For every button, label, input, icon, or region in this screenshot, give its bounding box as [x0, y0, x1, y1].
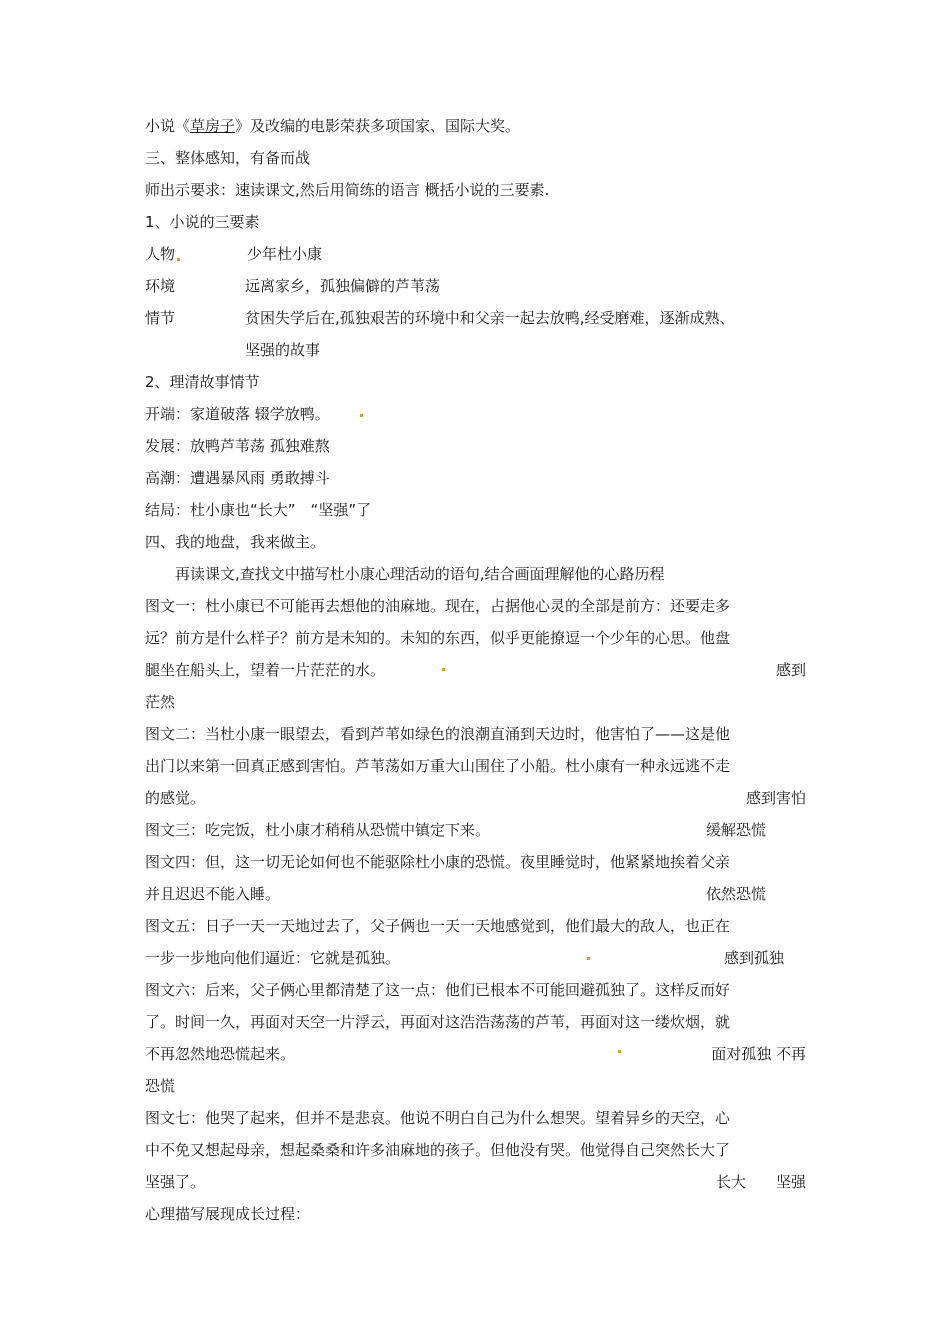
- element-value-setting: 远离家乡，孤独偏僻的芦苇荡: [245, 277, 441, 295]
- text1-feeling-cont: 茫然: [145, 693, 176, 711]
- text5-line1: 图文五：日子一天一天地过去了，父子俩也一天一天地感觉到，他们最大的敌人，也正在: [145, 917, 731, 935]
- text3-line1: 图文三：吃完饭，杜小康才稍稍从恐慌中镇定下来。: [145, 821, 491, 839]
- text7-line3: 坚强了。: [145, 1173, 206, 1191]
- closing-line: 心理描写展现成长过程：: [145, 1205, 311, 1223]
- element-value-character: 少年杜小康: [247, 245, 323, 263]
- text3-feeling: 缓解恐慌: [706, 821, 767, 839]
- mark-dot: [618, 1050, 621, 1053]
- mark-dot: [177, 258, 180, 261]
- section3-heading: 三、整体感知，有备而战: [145, 149, 311, 167]
- text5-line2: 一步一步地向他们逼近：它就是孤独。: [145, 949, 401, 967]
- intro-line: [145, 116, 520, 136]
- section4-heading: 四、我的地盘，我来做主。: [145, 533, 326, 551]
- element-value-plot-cont: 坚强的故事: [245, 341, 321, 359]
- plot-development: 发展：放鸭芦苇荡 孤独难熬: [145, 437, 330, 455]
- section3-sub1: 1、小说的三要素: [145, 213, 260, 231]
- element-label-setting: 环境: [145, 277, 176, 295]
- mark-dot: [587, 957, 590, 960]
- text2-feeling: 感到害怕: [745, 789, 806, 807]
- section4-instruction: 再读课文,查找文中描写杜小康心理活动的语句,结合画面理解他的心路历程: [175, 565, 665, 583]
- text2-line2: 出门以来第一回真正感到害怕。芦苇荡如万重大山围住了小船。杜小康有一种永远逃不走: [145, 757, 731, 775]
- text2-line3: 的感觉。: [145, 789, 206, 807]
- text6-feeling-cont: 恐慌: [145, 1077, 176, 1095]
- text6-line2: 了。时间一久，再面对天空一片浮云，再面对这浩浩荡荡的芦苇，再面对这一缕炊烟，就: [145, 1013, 731, 1031]
- text4-line2: 并且迟迟不能入睡。: [145, 885, 281, 903]
- text1-line1: 图文一：杜小康已不可能再去想他的油麻地。现在，占据他心灵的全部是前方：还要走多: [145, 597, 731, 615]
- section3-requirement: 师出示要求：速读课文,然后用简练的语言 概括小说的三要素.: [145, 181, 550, 199]
- text7-feeling: 长大 坚强: [715, 1173, 806, 1191]
- text1-feeling: 感到: [775, 661, 806, 679]
- plot-climax: 高潮：遭遇暴风雨 勇敢搏斗: [145, 469, 330, 487]
- text7-line2: 中不免又想起母亲，想起桑桑和许多油麻地的孩子。但他没有哭。他觉得自己突然长大了: [145, 1141, 731, 1159]
- element-value-plot: 贫困失学后在,孤独艰苦的环境中和父亲一起去放鸭,经受磨难，逐渐成熟、: [245, 309, 735, 327]
- text7-line1: 图文七：他哭了起来，但并不是悲哀。他说不明白自己为什么想哭。望着异乡的天空，心: [145, 1109, 731, 1127]
- text6-feeling: 面对孤独 不再: [711, 1045, 806, 1063]
- text5-feeling: 感到孤独: [724, 949, 785, 967]
- text6-line1: 图文六：后来，父子俩心里都清楚了这一点：他们已根本不可能回避孤独了。这样反而好: [145, 981, 731, 999]
- intro-suffix: 》及改编的电影荣获多项国家、国际大奖。: [235, 117, 521, 135]
- mark-dot: [360, 414, 363, 417]
- mark-dot: [442, 668, 445, 671]
- text2-line1: 图文二：当杜小康一眼望去，看到芦苇如绿色的浪潮直涌到天边时，他害怕了——这是他: [145, 725, 731, 743]
- intro-prefix: 小说《: [145, 117, 191, 135]
- section3-sub2: 2、理清故事情节: [145, 373, 260, 391]
- element-label-character: 人物: [145, 245, 176, 263]
- plot-opening: 开端：家道破落 辍学放鸭。: [145, 405, 330, 423]
- text1-line3: 腿坐在船头上，望着一片茫茫的水。: [145, 661, 386, 679]
- text6-line3: 不再忽然地恐慌起来。: [145, 1045, 296, 1063]
- text4-line1: 图文四：但，这一切无论如何也不能驱除杜小康的恐慌。夜里睡觉时，他紧紧地挨着父亲: [145, 853, 731, 871]
- novel-title: 草房子: [190, 117, 236, 135]
- text1-line2: 远？前方是什么样子？前方是未知的。未知的东西，似乎更能撩逗一个少年的心思。他盘: [145, 629, 731, 647]
- text4-feeling: 依然恐慌: [706, 885, 767, 903]
- plot-ending: 结局：杜小康也“长大” “坚强”了: [145, 501, 372, 519]
- element-label-plot: 情节: [145, 309, 176, 327]
